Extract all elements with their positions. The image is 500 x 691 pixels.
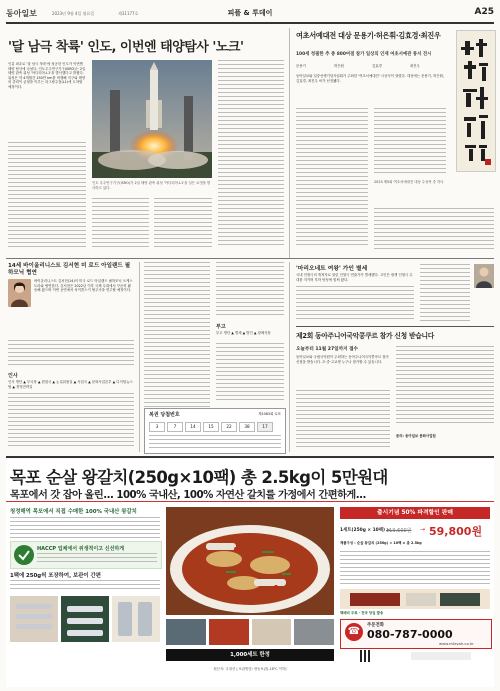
lottery-number: 14 (185, 422, 201, 432)
mid-body-lines (296, 286, 414, 322)
ad-left-lines (10, 517, 160, 539)
portrait-photo (474, 264, 494, 288)
lead-photo-caption: 인도 우주연구기구(ISRO)가 2일 태양 관측 위성 '아디티아-L1'을 실은 로켓을 발사하고 있다. (92, 181, 211, 190)
lead-body-intro: 인류 최초로 '달 남극 착륙'에 성공한 인도가 이번엔 태양 탐사에 나섰다. 인도우주연구기구(ISRO)는 2일 태양 관측 위성 '아디티아-L1'을 발사했다고 밝혔다. 위성은 약 4개월간 150만 km를 비행해 지구와 태양의 중력이 균형을 이루는 라그랑주점(L1)에 도착할 예정이다. (8, 62, 86, 89)
masthead (6, 7, 494, 21)
obituary-lines (216, 343, 284, 403)
phone-icon: ☎ (345, 623, 363, 641)
lottery-box (144, 408, 286, 454)
lottery-round: 제1083회 로또 (258, 412, 281, 416)
price-label: 1세트(250g × 10팩) = (340, 528, 391, 533)
haccp-icon (14, 545, 34, 565)
award-body-lines (296, 108, 368, 250)
recruit-contact: 문의: 동아일보 문화사업팀 (396, 434, 436, 438)
qr-row (340, 649, 490, 663)
shipping-line: 택배비 무료 · 전국 당일 발송 (340, 611, 384, 615)
set-composition: 제품구성 : 순살 왕갈치 (250g) × 10팩 = 총 2.5kg (340, 541, 422, 545)
lead-body-lines (8, 142, 86, 250)
ad-divider (6, 501, 494, 502)
award-winners (296, 64, 446, 68)
paper-name: 동아일보 (6, 9, 37, 18)
lead-headline: '달 남극 착륙' 인도, 이번엔 태양탐사 '노크' (8, 40, 244, 55)
obituary-body: 부고 명단 ▲ 별세 ▲ 발인 ▲ 장례식장 (216, 331, 271, 335)
ad-rule (6, 456, 494, 458)
issue-number: 제31177호 (118, 11, 139, 16)
mid-headline: '마리오네트 여왕' 가인 별세 (296, 266, 368, 272)
notices-body: 인사 명단 ▲ 부국장 ▲ 편집국 ▲ 논설위원실 ▲ 사업국 ▲ 문화사업본부 ▲ 디지털뉴스팀 ▲ 경영전략실 (8, 380, 133, 389)
winner-name: 최진우 (410, 64, 420, 68)
column-body: 바이올리니스트 김서현(14)이 미국 로드 아일랜드 필하모닉 오케스트라와 협연한다. 김서현은 2022년 이후 국제 무대에서 꾸준히 활동해 왔으며 이번 공연에서 차이콥스키 협주곡을 연주할 예정이다. (34, 279, 133, 293)
lottery-number: 38 (239, 422, 255, 432)
recruit-headline: 제2회 동아주니어국악콩쿠르 참가 신청 받습니다 (296, 332, 435, 340)
column-headline: 14세 바이올리니스트 김서현 미 로드 아일랜드 필하모닉 협연 (8, 263, 131, 276)
column-body-lines (8, 340, 134, 368)
order-url[interactable]: www.mfzvah.co.kr (439, 641, 474, 646)
lottery-number: 3 (149, 422, 165, 432)
order-label: 주문전화 (367, 623, 384, 628)
order-phone[interactable]: 080-787-0000 (367, 628, 453, 641)
ad-footer: 원산지: 국내산 | 보관방법: 냉동보관(-18℃ 이하) (213, 667, 287, 671)
pack-lines (10, 580, 160, 594)
section-title: 피플 & 투데이 (227, 9, 273, 17)
fish-photos (10, 596, 160, 642)
recruit-lines (296, 390, 390, 450)
column-divider (139, 262, 140, 452)
seller-logo (411, 652, 471, 660)
obituary-heading: 부고 (216, 324, 226, 330)
haccp-lines (37, 553, 157, 567)
qr-code-icon[interactable] (360, 650, 372, 662)
award-body: 동아일보와 일중선생기념사업회가 주최한 '여초서예대전' 시상식이 열렸다. 대상에는 문용기, 허은휘, 김효경, 최진우 씨가 선정됐다. (296, 74, 445, 83)
lottery-number: 15 (203, 422, 219, 432)
lead-body-lines-2 (92, 198, 149, 250)
column-divider (289, 262, 290, 452)
notices-heading: 인사 (8, 373, 18, 379)
mid-body: 국내 인형극의 개척자로 불린 인형극 연출가가 별세했다. 고인은 평생 인형극 무대를 지키며 후학 양성에 힘써 왔다. (296, 273, 413, 282)
date-line: 2023년 9월 4일 월요일 (52, 11, 95, 16)
pack-title: 1팩에 250g씩 포장하여, 보관이 간편 (10, 573, 101, 579)
mid-body-lines-2 (420, 264, 470, 324)
product-thumbnail (209, 619, 249, 645)
section-rule (6, 258, 494, 259)
winner-name: 허은휘 (334, 64, 344, 68)
lottery-table-lines (149, 435, 281, 451)
column-divider (289, 28, 290, 258)
recruit-period: 오늘부터 11월 27일까지 접수 (296, 347, 358, 352)
notices-lines (8, 393, 134, 451)
lead-body-lines-4 (218, 60, 284, 250)
masthead-rule (6, 22, 494, 24)
lottery-numbers (149, 422, 281, 431)
award-body-lines-3 (374, 208, 494, 252)
award-headline: 여초서예대전 대상 문용기·허은휘·김효경·최진우 (296, 31, 441, 40)
haccp-title: HACCP 업체에서 위생적이고 신선하게 (37, 546, 125, 552)
braised-fish-photo (166, 507, 334, 615)
lottery-number: 7 (167, 422, 183, 432)
violinist-photo (8, 279, 31, 307)
price-row (340, 523, 490, 539)
sale-badge: 출시기념 50% 파격할인 판매 (340, 507, 490, 519)
ad-subheadline: 목포에서 갓 잡아 올린... 100% 국내산, 100% 자연산 갈치를 가정에서 간편하게... (10, 490, 366, 501)
award-body-lines-2 (374, 108, 446, 178)
order-box (340, 619, 492, 649)
price-arrow: → (420, 526, 426, 533)
notices-lines-3 (216, 262, 284, 320)
limited-sold-badge: 1,000세트 한정 (166, 649, 334, 661)
product-thumbnail (166, 619, 206, 645)
price-sale: 59,800원 (429, 525, 483, 538)
recruit-lines-2 (396, 346, 494, 426)
calligraphy-caption: 2023 제5회 여초서예대전 대상 수상작 중 하나 (374, 180, 444, 184)
haccp-box (10, 541, 162, 569)
rocket-launch-photo (92, 60, 212, 178)
lottery-number: 22 (221, 422, 237, 432)
ad-right-lines (340, 551, 490, 587)
gift-photo (340, 589, 490, 609)
award-deck: 100세 청필한 추 종 800여점 참가 일상의 인재 여초서예관 통서 전시 (296, 52, 432, 57)
winner-name: 문용기 (296, 64, 306, 68)
calligraphy-artwork (456, 30, 496, 172)
recruit-body: 동아일보와 국립국악원이 주최하는 동아주니어국악콩쿠르 참가 신청을 받습니다. 초·중·고교생 누구나 참가할 수 있습니다. (296, 355, 389, 364)
ad-left-title: 청정해역 목포에서 직접 수매한 100% 국내산 왕갈치 (10, 509, 137, 515)
product-thumbnail (294, 619, 334, 645)
recruit-rule (296, 326, 494, 327)
product-thumbnails (166, 619, 334, 645)
product-thumbnail (252, 619, 292, 645)
ad-headline: 목포 순살 왕갈치(250g×10팩) 총 2.5kg이 5만원대 (10, 468, 388, 487)
ad-panel (6, 459, 494, 687)
lottery-bonus: 17 (257, 422, 273, 432)
winner-name: 김효경 (372, 64, 382, 68)
page-number: A25 (474, 7, 494, 17)
price-original: 119,600원 (386, 528, 412, 534)
lead-body-lines-3 (154, 198, 212, 250)
lottery-heading: 복권 당첨번호 (149, 412, 180, 418)
